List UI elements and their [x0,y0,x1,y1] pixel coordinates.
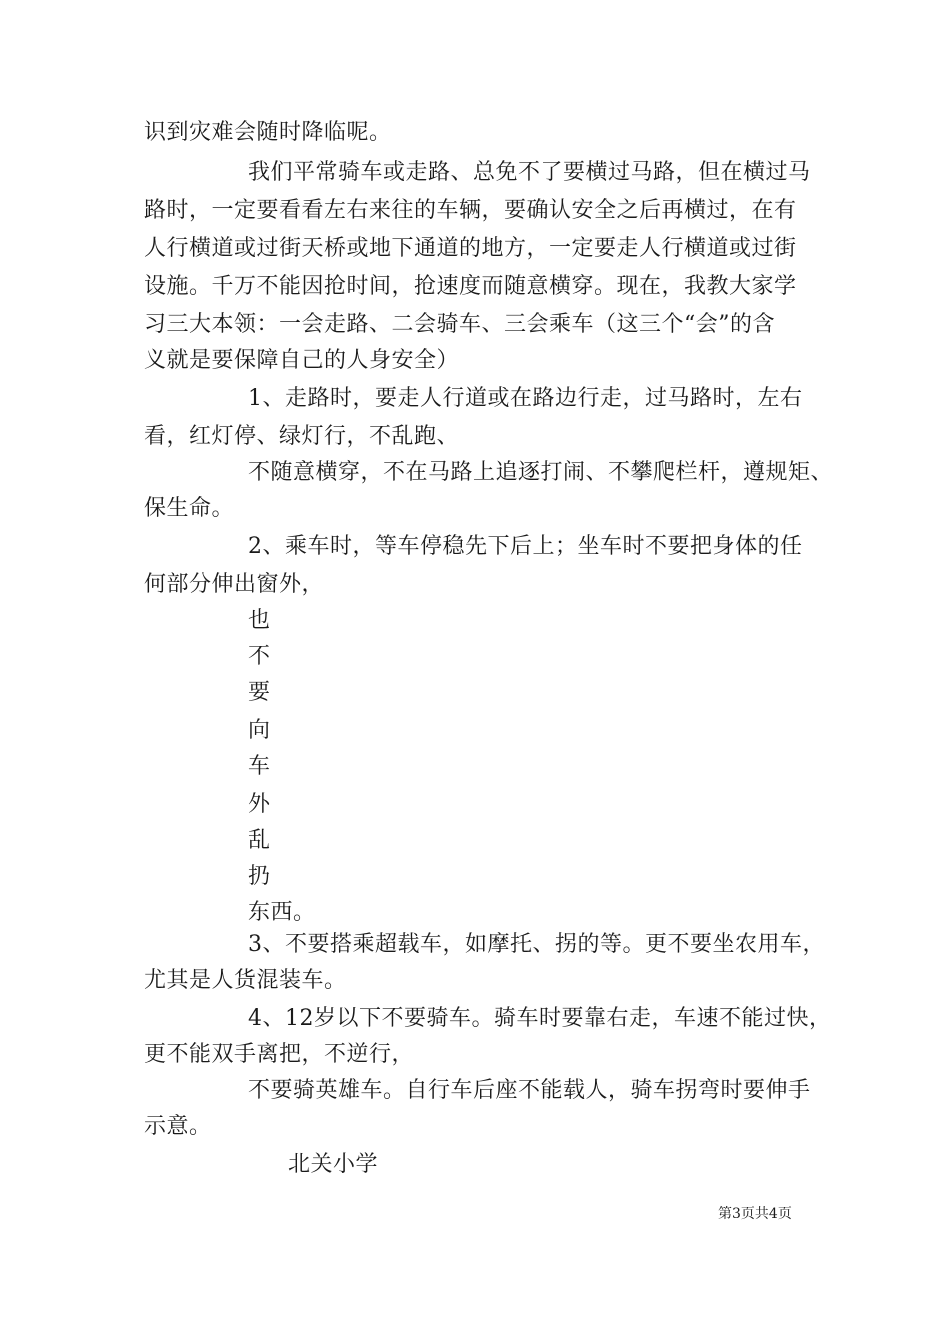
text-line: 不要骑英雄车。自行车后座不能载人，骑车拐弯时要伸手 [248,1078,811,1103]
text-line: 也 [248,608,271,633]
text-line: 扔 [248,864,271,889]
text-line: 何部分伸出窗外， [144,572,325,597]
text-line: 外 [248,792,271,817]
school-name: 北关小学 [288,1152,379,1177]
text-line: 向 [248,718,271,743]
text-line: 保生命。 [144,496,235,521]
text-line: 示意。 [144,1114,212,1139]
text-line: 要 [248,680,271,705]
text-line: 路时，一定要看看左右来往的车辆，要确认安全之后再横过，在有 [144,198,797,223]
text-line: 我们平常骑车或走路、总免不了要横过马路，但在横过马 [248,160,811,185]
text-line: 不随意横穿，不在马路上追逐打闹、不攀爬栏杆，遵规矩、 [248,460,834,485]
text-line: 习三大本领：一会走路、二会骑车、三会乘车（这三个“会”的含 [144,312,775,337]
text-line: 乱 [248,828,271,853]
text-line: 尤其是人货混装车。 [144,968,347,993]
text-line: 东西。 [248,900,316,925]
page-number-footer: 第3页共4页 [718,1206,792,1222]
text-line: 识到灾难会随时降临呢。 [144,120,392,145]
text-line: 更不能双手离把，不逆行， [144,1042,415,1067]
text-line: 不 [248,644,271,669]
text-line: 2、乘车时，等车停稳先下后上；坐车时不要把身体的任 [248,534,803,559]
text-line: 4、12岁以下不要骑车。骑车时要靠右走，车速不能过快， [248,1006,832,1031]
text-line: 看，红灯停、绿灯行，不乱跑、 [144,424,460,449]
text-line: 1、走路时，要走人行道或在路边行走，过马路时，左右 [248,386,803,411]
text-line: 义就是要保障自己的人身安全） [144,348,460,373]
text-line: 3、不要搭乘超载车，如摩托、拐的等。更不要坐农用车， [248,932,825,957]
text-line: 设施。千万不能因抢时间，抢速度而随意横穿。现在，我教大家学 [144,274,797,299]
text-line: 车 [248,754,271,779]
text-line: 人行横道或过街天桥或地下通道的地方，一定要走人行横道或过街 [144,236,797,261]
